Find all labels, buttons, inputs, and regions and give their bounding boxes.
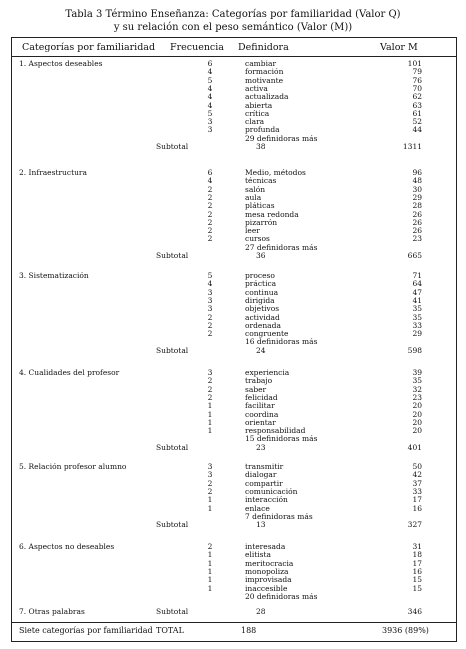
definer-cell: inaccesible bbox=[245, 583, 288, 593]
value-cell: 35 bbox=[412, 376, 422, 386]
header-divider bbox=[12, 56, 456, 57]
category-label: 4. Cualidades del profesor bbox=[19, 368, 120, 377]
value-cell: 20 bbox=[412, 401, 422, 411]
frequency-cell: 3 bbox=[207, 470, 213, 480]
frequency-cell: 4 bbox=[207, 67, 213, 77]
value-cell: 16 bbox=[412, 566, 422, 576]
definer-cell: mesa redonda bbox=[245, 209, 299, 219]
frequency-cell: 3 bbox=[207, 295, 213, 305]
value-cell: 35 bbox=[412, 304, 422, 314]
definer-cell: compartir bbox=[245, 478, 283, 488]
value-cell: 20 bbox=[412, 426, 422, 436]
value-cell: 15 bbox=[412, 583, 422, 593]
frequency-cell: 5 bbox=[207, 108, 213, 118]
definer-cell: dialogar bbox=[245, 470, 277, 480]
frequency-cell: 5 bbox=[207, 75, 213, 85]
definer-cell: saber bbox=[245, 384, 267, 394]
definer-cell: activa bbox=[245, 83, 268, 93]
value-cell: 52 bbox=[412, 117, 422, 127]
frequency-cell: 1 bbox=[207, 575, 213, 585]
footer-frequency: 188 bbox=[241, 626, 257, 635]
subtotal-frequency: 23 bbox=[256, 442, 266, 452]
frequency-cell: 5 bbox=[207, 271, 213, 280]
frequency-cell: 2 bbox=[207, 184, 213, 194]
definer-cell: leer bbox=[245, 226, 260, 236]
definer-cell: profunda bbox=[245, 125, 280, 135]
frequency-cell: 2 bbox=[207, 478, 213, 488]
frequency-cell: 1 bbox=[207, 409, 213, 419]
frequency-cell: 1 bbox=[207, 566, 213, 576]
value-cell: 31 bbox=[412, 542, 422, 551]
more-definers-note: 27 definidoras más bbox=[245, 242, 318, 252]
definer-cell: interesada bbox=[245, 542, 286, 551]
category-label: 3. Sistematización bbox=[19, 271, 89, 280]
frequency-cell: 2 bbox=[207, 329, 213, 339]
definer-cell: práctica bbox=[245, 279, 277, 289]
value-cell: 76 bbox=[412, 75, 422, 85]
frequency-cell: 1 bbox=[207, 426, 213, 436]
data-table bbox=[11, 37, 457, 642]
frequency-cell: 1 bbox=[207, 495, 213, 505]
value-cell: 47 bbox=[412, 287, 422, 297]
value-cell: 39 bbox=[412, 368, 422, 377]
frequency-cell: 2 bbox=[207, 201, 213, 211]
subtotal-label: Subtotal bbox=[156, 142, 189, 151]
value-cell: 63 bbox=[412, 100, 422, 110]
subtotal-frequency: 38 bbox=[256, 142, 266, 151]
frequency-cell: 3 bbox=[207, 304, 213, 314]
more-definers-note: 16 definidoras más bbox=[245, 337, 318, 347]
frequency-cell: 2 bbox=[207, 384, 213, 394]
frequency-cell: 3 bbox=[207, 125, 213, 135]
more-definers-note: 15 definidoras más bbox=[245, 434, 318, 444]
footer-divider bbox=[12, 622, 456, 623]
frequency-cell: 1 bbox=[207, 503, 213, 513]
definer-cell: orientar bbox=[245, 417, 276, 427]
definer-cell: actualizada bbox=[245, 92, 289, 102]
more-definers-note: 29 definidoras más bbox=[245, 133, 318, 143]
value-cell: 44 bbox=[412, 125, 422, 135]
definer-cell: proceso bbox=[245, 271, 275, 280]
more-definers-note: 20 definidoras más bbox=[245, 591, 318, 601]
definer-cell: actividad bbox=[245, 312, 280, 322]
frequency-cell: 1 bbox=[207, 417, 213, 427]
definer-cell: técnicas bbox=[245, 176, 277, 186]
frequency-cell: 1 bbox=[207, 583, 213, 593]
value-cell: 23 bbox=[412, 234, 422, 244]
frequency-cell: 2 bbox=[207, 234, 213, 244]
value-cell: 64 bbox=[412, 279, 422, 289]
value-cell: 26 bbox=[412, 226, 422, 236]
definer-cell: pizarrón bbox=[245, 217, 278, 227]
definer-cell: motivante bbox=[245, 75, 284, 85]
subtotal-frequency: 36 bbox=[256, 251, 266, 260]
definer-cell: aula bbox=[245, 192, 262, 202]
frequency-cell: 4 bbox=[207, 92, 213, 102]
header-category: Categorías por familiaridad bbox=[22, 42, 156, 53]
table-subtitle: y su relación con el peso semántico (Valor (M)) bbox=[113, 22, 353, 33]
definer-cell: salón bbox=[245, 184, 266, 194]
table-title: Tabla 3 Término Enseñanza: Categorías por familiaridad (Valor Q) bbox=[65, 9, 401, 20]
subtotal-value: 665 bbox=[407, 251, 422, 260]
definer-cell: responsabilidad bbox=[245, 426, 306, 436]
frequency-cell: 2 bbox=[207, 312, 213, 322]
value-cell: 50 bbox=[412, 462, 422, 471]
frequency-cell: 2 bbox=[207, 320, 213, 330]
frequency-cell: 2 bbox=[207, 376, 213, 386]
value-cell: 71 bbox=[412, 271, 422, 280]
value-cell: 79 bbox=[412, 67, 422, 77]
definer-cell: congruente bbox=[245, 329, 289, 339]
definer-cell: elitista bbox=[245, 550, 271, 560]
definer-cell: pláticas bbox=[245, 201, 275, 211]
subtotal-value: 1311 bbox=[402, 142, 422, 151]
value-cell: 28 bbox=[412, 201, 422, 211]
more-definers-note: 7 definidoras más bbox=[245, 511, 313, 521]
subtotal-frequency: 13 bbox=[256, 520, 266, 530]
frequency-cell: 2 bbox=[207, 486, 213, 496]
value-cell: 32 bbox=[412, 384, 422, 394]
frequency-cell: 4 bbox=[207, 279, 213, 289]
frequency-cell: 2 bbox=[207, 392, 213, 402]
frequency-cell: 2 bbox=[207, 209, 213, 219]
value-cell: 17 bbox=[412, 558, 422, 568]
subtotal-label: Subtotal bbox=[156, 442, 189, 452]
value-cell: 48 bbox=[412, 176, 422, 186]
value-cell: 29 bbox=[412, 329, 422, 339]
category-label: 2. Infraestructura bbox=[19, 168, 87, 177]
definer-cell: facilitar bbox=[245, 401, 275, 411]
frequency-cell: 4 bbox=[207, 100, 213, 110]
definer-cell: comunicación bbox=[245, 486, 298, 496]
frequency-cell: 4 bbox=[207, 176, 213, 186]
value-cell: 26 bbox=[412, 217, 422, 227]
definer-cell: coordina bbox=[245, 409, 279, 419]
frequency-cell: 2 bbox=[207, 542, 213, 551]
definer-cell: experiencia bbox=[245, 368, 290, 377]
definer-cell: continua bbox=[245, 287, 279, 297]
value-cell: 42 bbox=[412, 470, 422, 480]
category-label: 1. Aspectos deseables bbox=[19, 59, 103, 68]
frequency-cell: 6 bbox=[207, 168, 213, 177]
definer-cell: cambiar bbox=[245, 59, 277, 68]
header-frequency: Frecuencia bbox=[170, 42, 224, 53]
value-cell: 70 bbox=[412, 83, 422, 93]
value-cell: 62 bbox=[412, 92, 422, 102]
value-cell: 35 bbox=[412, 312, 422, 322]
frequency-cell: 3 bbox=[207, 368, 213, 377]
definer-cell: enlace bbox=[245, 503, 270, 513]
value-cell: 16 bbox=[412, 503, 422, 513]
subtotal-value: 346 bbox=[407, 607, 422, 616]
frequency-cell: 4 bbox=[207, 83, 213, 93]
subtotal-label: Subtotal bbox=[156, 520, 189, 530]
definer-cell: transmitir bbox=[245, 462, 284, 471]
value-cell: 23 bbox=[412, 392, 422, 402]
definer-cell: improvisada bbox=[245, 575, 292, 585]
subtotal-value: 401 bbox=[407, 442, 422, 452]
value-cell: 20 bbox=[412, 417, 422, 427]
definer-cell: Medio, métodos bbox=[245, 168, 306, 177]
frequency-cell: 2 bbox=[207, 192, 213, 202]
value-cell: 61 bbox=[412, 108, 422, 118]
frequency-cell: 6 bbox=[207, 59, 213, 68]
frequency-cell: 2 bbox=[207, 217, 213, 227]
definer-cell: formación bbox=[245, 67, 284, 77]
frequency-cell: 3 bbox=[207, 287, 213, 297]
value-cell: 33 bbox=[412, 486, 422, 496]
value-cell: 18 bbox=[412, 550, 422, 560]
frequency-cell: 2 bbox=[207, 226, 213, 236]
value-cell: 26 bbox=[412, 209, 422, 219]
subtotal-value: 598 bbox=[407, 345, 422, 355]
value-cell: 30 bbox=[412, 184, 422, 194]
subtotal-frequency: 28 bbox=[256, 607, 266, 616]
value-cell: 101 bbox=[407, 59, 422, 68]
subtotal-label: Subtotal bbox=[156, 607, 189, 616]
category-label: 5. Relación profesor alumno bbox=[19, 462, 127, 471]
frequency-cell: 1 bbox=[207, 558, 213, 568]
definer-cell: felicidad bbox=[245, 392, 278, 402]
frequency-cell: 3 bbox=[207, 462, 213, 471]
footer-category: Siete categorías por familiaridad bbox=[19, 626, 153, 635]
frequency-cell: 1 bbox=[207, 550, 213, 560]
footer-value: 3936 (89%) bbox=[382, 626, 429, 635]
subtotal-frequency: 24 bbox=[256, 345, 266, 355]
definer-cell: cursos bbox=[245, 234, 270, 244]
definer-cell: interacción bbox=[245, 495, 288, 505]
definer-cell: clara bbox=[245, 117, 265, 127]
value-cell: 33 bbox=[412, 320, 422, 330]
definer-cell: meritocracia bbox=[245, 558, 294, 568]
value-cell: 20 bbox=[412, 409, 422, 419]
subtotal-label: Subtotal bbox=[156, 345, 189, 355]
definer-cell: monopoliza bbox=[245, 566, 289, 576]
header-definer: Definidora bbox=[238, 42, 289, 53]
header-value: Valor M bbox=[380, 42, 418, 53]
definer-cell: dirigida bbox=[245, 295, 275, 305]
value-cell: 29 bbox=[412, 192, 422, 202]
definer-cell: trabajo bbox=[245, 376, 273, 386]
definer-cell: objetivos bbox=[245, 304, 280, 314]
value-cell: 41 bbox=[412, 295, 422, 305]
value-cell: 37 bbox=[412, 478, 422, 488]
subtotal-value: 327 bbox=[407, 520, 422, 530]
subtotal-label: Subtotal bbox=[156, 251, 189, 260]
category-label: 7. Otras palabras bbox=[19, 607, 85, 616]
category-label: 6. Aspectos no deseables bbox=[19, 542, 115, 551]
value-cell: 17 bbox=[412, 495, 422, 505]
value-cell: 96 bbox=[412, 168, 422, 177]
definer-cell: abierta bbox=[245, 100, 273, 110]
value-cell: 15 bbox=[412, 575, 422, 585]
frequency-cell: 3 bbox=[207, 117, 213, 127]
footer-label: TOTAL bbox=[156, 626, 184, 635]
frequency-cell: 1 bbox=[207, 401, 213, 411]
definer-cell: ordenada bbox=[245, 320, 281, 330]
definer-cell: crítica bbox=[245, 108, 270, 118]
